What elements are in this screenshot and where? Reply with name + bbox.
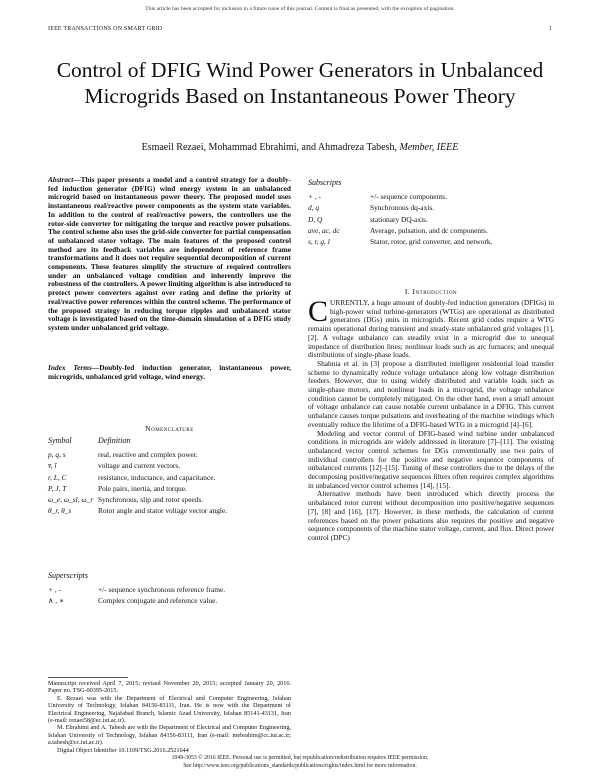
footnote-author-2: M. Ebrahimi and A. Tabesh are with the Department of Electrical and Computer Engineering, Isfahan University of Technology, Isfahan 84156-83111, Iran (e-mail: mebrahim@cc.iut.ac.ir; a.tabesh@cc.iut.ac.ir). (48, 724, 291, 747)
definition: Stator, rotor, grid converter, and network. (370, 237, 493, 247)
superscripts-heading: Superscripts (48, 571, 88, 580)
introduction-body (308, 295, 554, 543)
abstract-text: —This paper presents a model and a control strategy for a doubly-fed induction generator (DFIG) wind energy system in an unbalanced microgrid based on instantaneous power theory. The proposed model uses instantaneous real/reactive power components as the system state variables. In addition to the control of real/reactive powers, the controllers use the rotor-side converter for mitigating the torque and reactive power pulsations. The control scheme also uses the grid-side converter for partial compensation of unbalanced stator voltage. The main features of the proposed control method are its feedback variables are independent of reference frame transformations and it does not require sequential decomposition of current components. These features simplify the structure of required controllers under an unbalanced voltage condition and inherently improve the robustness of the controllers. A power limiting algorithm is also introduced to protect power converters against over rating and define the priority of real/reactive power references within the control scheme. The performance of the proposed strategy in reducing torque ripples and unbalanced stator voltage is investigated based on the time-domain simulation of a DFIG study system under unbalanced grid voltage. (48, 175, 291, 332)
nomenclature-row (48, 472, 291, 483)
footnote-doi: Digital Object Identifier 10.1109/TSG.2016.2521644 (57, 746, 189, 754)
page-number: 1 (548, 26, 552, 32)
nomenclature-heading: Nomenclature (145, 424, 194, 433)
index-terms-text: —Doubly-fed induction generator, instantaneous power, microgrids, unbalanced grid voltage, wind energy. (48, 363, 291, 381)
nomenclature-row (48, 460, 291, 471)
definition: Synchronous dq-axis. (370, 203, 435, 213)
index-terms (48, 364, 291, 381)
definition-column-header: Definition (98, 436, 131, 445)
definition: +/- sequence synchronous reference frame. (98, 585, 226, 594)
nomenclature-row (48, 494, 291, 505)
subscript-table (308, 191, 554, 251)
intro-paragraph-4: Alternative methods have been introduced which directly process the unbalanced rotor current without decomposition into positive/negative sequences [7], [8] and [16], [17]. However, in these methods, the calculation of current references based on the power pulsations also requires the positive and negative sequence components of the machine stator voltage, current, and flux. Direct power control (DPC) (308, 489, 554, 542)
subscript-row (308, 214, 554, 225)
symbol: r, L, C (48, 472, 67, 482)
intro-paragraph-3: Modeling and vector control of DFIG-based wind turbine under unbalanced conditions in microgrids are widely addressed in literature [7]–[11]. The existing unbalanced vector control schemes for DGs conventionally use two pairs of individual controllers for the positive and negative sequence components of unbalanced currents [12]–[15]. Tuning of these controllers due to the delays of the decomposing positive/negative sequences filters often requires complex algorithms in unbalanced vector control schemes [14], [15]. (308, 428, 554, 490)
definition: real, reactive and complex power. (98, 450, 198, 459)
symbol: ω_e, ω_sl, ω_r (48, 495, 94, 505)
symbol: + , - (48, 585, 61, 594)
definition: Rotor angle and stator voltage vector angle. (98, 506, 228, 516)
superscript-row (48, 595, 291, 606)
subscript-row (308, 225, 554, 236)
symbol: d, q (308, 203, 320, 213)
subscript-row (308, 202, 554, 213)
definition: Synchronous, slip and rotor speeds. (98, 495, 204, 505)
symbol: p, q, s (48, 450, 66, 459)
symbol: θ_r, θ_s (48, 506, 72, 516)
definition: resistance, inductance, and capacitance. (98, 472, 216, 482)
symbol: P, J, T (48, 483, 67, 493)
definition: voltage and current vectors. (98, 461, 181, 471)
drop-cap: C (308, 295, 329, 328)
paper-title: Control of DFIG Wind Power Generators in Unbalanced Microgrids Based on Instantaneous Power Theory (56, 58, 544, 108)
intro-paragraph-1: URRENTLY, a huge amount of doubly-fed induction generators (DFIGs) in high-power wind turbine-generators (WTGs) are operational as distributed generators (DGs) units in microgrids. Recent grid codes require a WTG remains operational during transient and steady-state unbalanced grid voltages [1], [2]. A voltage unbalance can steadily exist in a microgrid due to unequal impedance of distribution lines; nonlinear loads such as arc furnaces; and unequal distributions of single-phase loads. (308, 298, 554, 360)
nomenclature-row (48, 483, 291, 494)
running-header (48, 26, 552, 32)
superscript-table (48, 584, 291, 608)
introduction-heading: I. Introduction (404, 287, 458, 296)
symbol-table (48, 449, 291, 519)
journal-name: IEEE TRANSACTIONS ON SMART GRID (48, 26, 163, 32)
definition: stationary DQ-axis. (370, 214, 428, 224)
nomenclature-row (48, 449, 291, 460)
rights-url: See http://www.ieee.org/publications_standards/publications/rights/index.html for more information. (183, 763, 417, 769)
footnote-received: Manuscript received April 7, 2015; revised November 20, 2015; accepted January 20, 2016. Paper no. TSG-00395-2015. (48, 680, 291, 695)
superscript-row (48, 584, 291, 595)
copyright-notice: 1949-3053 © 2016 IEEE. Personal use is permitted, but republication/redistribution requires IEEE permission. (171, 755, 429, 761)
footnote-author-1: E. Rezaei was with the Department of Electrical and Computer Engineering, Isfahan University of Technology, Isfahan 84156-83111, Iran. He is now with the Department of Electrical Engineering, Najafabad Branch, Islamic Azad University, Isfahan 85141-43131, Iran (e-mail: rezaei58@ec.iut.ac.ir). (48, 694, 291, 725)
author-membership: Member, IEEE (399, 142, 459, 153)
symbol: ave, ac, dc (308, 225, 340, 235)
intro-paragraph-2: Shahnia et al. in [3] propose a distributed intelligent residential load transfer scheme to dynamically reduce voltage unbalance along low voltage distribution feeders. However, due to using widely distributed and variable loads such as single-phase motors, and nonlinear loads in a microgrid, the voltage unbalance condition cannot be completely mitigated. On the other hand, even a small amount of voltage unbalance can cause notable current unbalance in a DFIG. This current unbalance causes torque pulsations and overheating of the machine windings which eventually reduce the lifetime of a DFIG-based WTG in a microgrid [4]–[6]. (308, 358, 554, 429)
symbol-column-header: Symbol (48, 436, 72, 445)
definition: +/- sequence components. (370, 192, 448, 201)
symbol: v̄, ī (48, 461, 57, 471)
symbol: D, Q (308, 214, 323, 224)
nomenclature-column-headers (48, 436, 291, 445)
abstract-label: Abstract (48, 175, 74, 184)
nomenclature-row (48, 505, 291, 516)
subscript-row (308, 236, 554, 247)
index-terms-label: Index Terms (48, 363, 92, 372)
definition: Pole pairs, inertia, and torque. (98, 483, 187, 493)
symbol: s, r, g, l (308, 237, 330, 247)
acceptance-notice: This article has been accepted for inclusion in a future issue of this journal. Content is final as presented, with the exception of pagination. (145, 6, 455, 12)
footnote-rule (48, 677, 128, 678)
authors: Esmaeil Rezaei, Mohammad Ebrahimi, and Ahmadreza Tabesh, (141, 142, 398, 153)
definition: Average, pulsation, and dc components. (370, 225, 488, 235)
subscript-row (308, 191, 554, 202)
footnotes (48, 680, 291, 754)
symbol: ∧ , ∗ (48, 596, 64, 606)
author-line (48, 142, 552, 153)
definition: Complex conjugate and reference value. (98, 596, 218, 606)
subscripts-heading: Subscripts (308, 178, 342, 187)
abstract (48, 176, 291, 333)
symbol: + , - (308, 192, 321, 201)
